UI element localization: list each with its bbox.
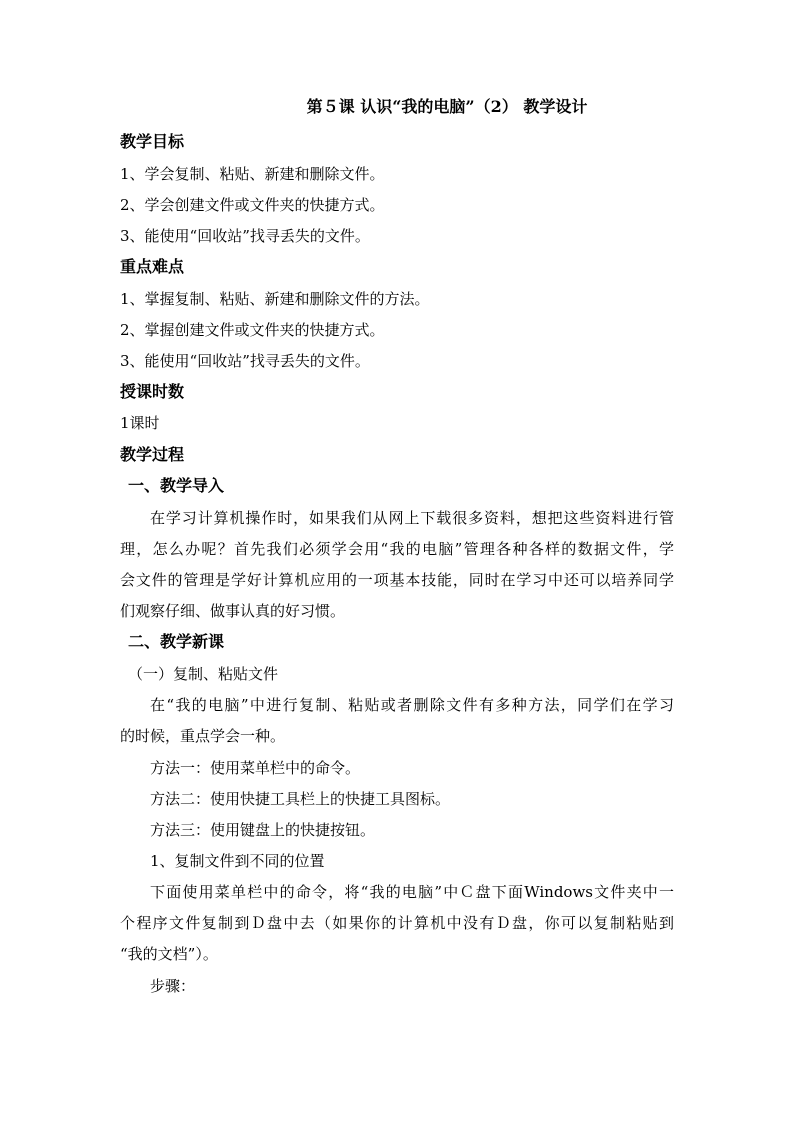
paragraph-line: 们观察仔细、做事认真的好习惯。: [120, 602, 346, 620]
paragraph-line: 下面使用菜单栏中的命令，将“我的电脑”中Ｃ盘下面Windows文件夹中一: [150, 883, 674, 901]
paragraph-line: 的时候，重点学会一种。: [120, 727, 286, 745]
method-item: 方法三：使用键盘上的快捷按钮。: [150, 821, 376, 839]
method-item: 方法二：使用快捷工具栏上的快捷工具图标。: [150, 790, 451, 808]
method-item: 方法一：使用菜单栏中的命令。: [150, 759, 361, 777]
hours-heading: 授课时数: [120, 382, 185, 401]
paragraph-line: 在学习计算机操作时，如果我们从网上下载很多资料，想把这些资料进行管: [150, 509, 674, 527]
objective-item: 1、学会复制、粘贴、新建和删除文件。: [120, 165, 385, 183]
steps-label: 步骤：: [150, 977, 196, 995]
paragraph-line: 会文件的管理是学好计算机应用的一项基本技能，同时在学习中还可以培养同学: [120, 571, 674, 589]
part2-heading: 二、教学新课: [128, 632, 225, 651]
sub1-heading: （一）复制、粘贴文件: [128, 665, 279, 683]
process-heading: 教学过程: [120, 445, 185, 464]
key-point-item: 3、能使用“回收站”找寻丢失的文件。: [120, 352, 370, 370]
paragraph-line: “我的文档”）。: [120, 945, 218, 963]
key-points-heading: 重点难点: [120, 257, 185, 276]
paragraph-line: 个程序文件复制到Ｄ盘中去（如果你的计算机中没有Ｄ盘，你可以复制粘贴到: [120, 914, 674, 932]
page-title: 第５课 认识“我的电脑”（2） 教学设计: [306, 97, 588, 116]
objective-item: 3、能使用“回收站”找寻丢失的文件。: [120, 227, 370, 245]
key-point-item: 2、掌握创建文件或文件夹的快捷方式。: [120, 321, 385, 339]
part1-heading: 一、教学导入: [128, 476, 225, 495]
key-point-item: 1、掌握复制、粘贴、新建和删除文件的方法。: [120, 290, 430, 308]
objectives-heading: 教学目标: [120, 132, 185, 151]
step1-heading: 1、复制文件到不同的位置: [150, 852, 325, 870]
hours-value: 1课时: [120, 414, 160, 432]
paragraph-line: 理，怎么办呢？首先我们必须学会用“我的电脑”管理各种各样的数据文件，学: [120, 540, 674, 558]
objective-item: 2、学会创建文件或文件夹的快捷方式。: [120, 196, 385, 214]
paragraph-line: 在“我的电脑”中进行复制、粘贴或者删除文件有多种方法，同学们在学习: [150, 696, 674, 714]
